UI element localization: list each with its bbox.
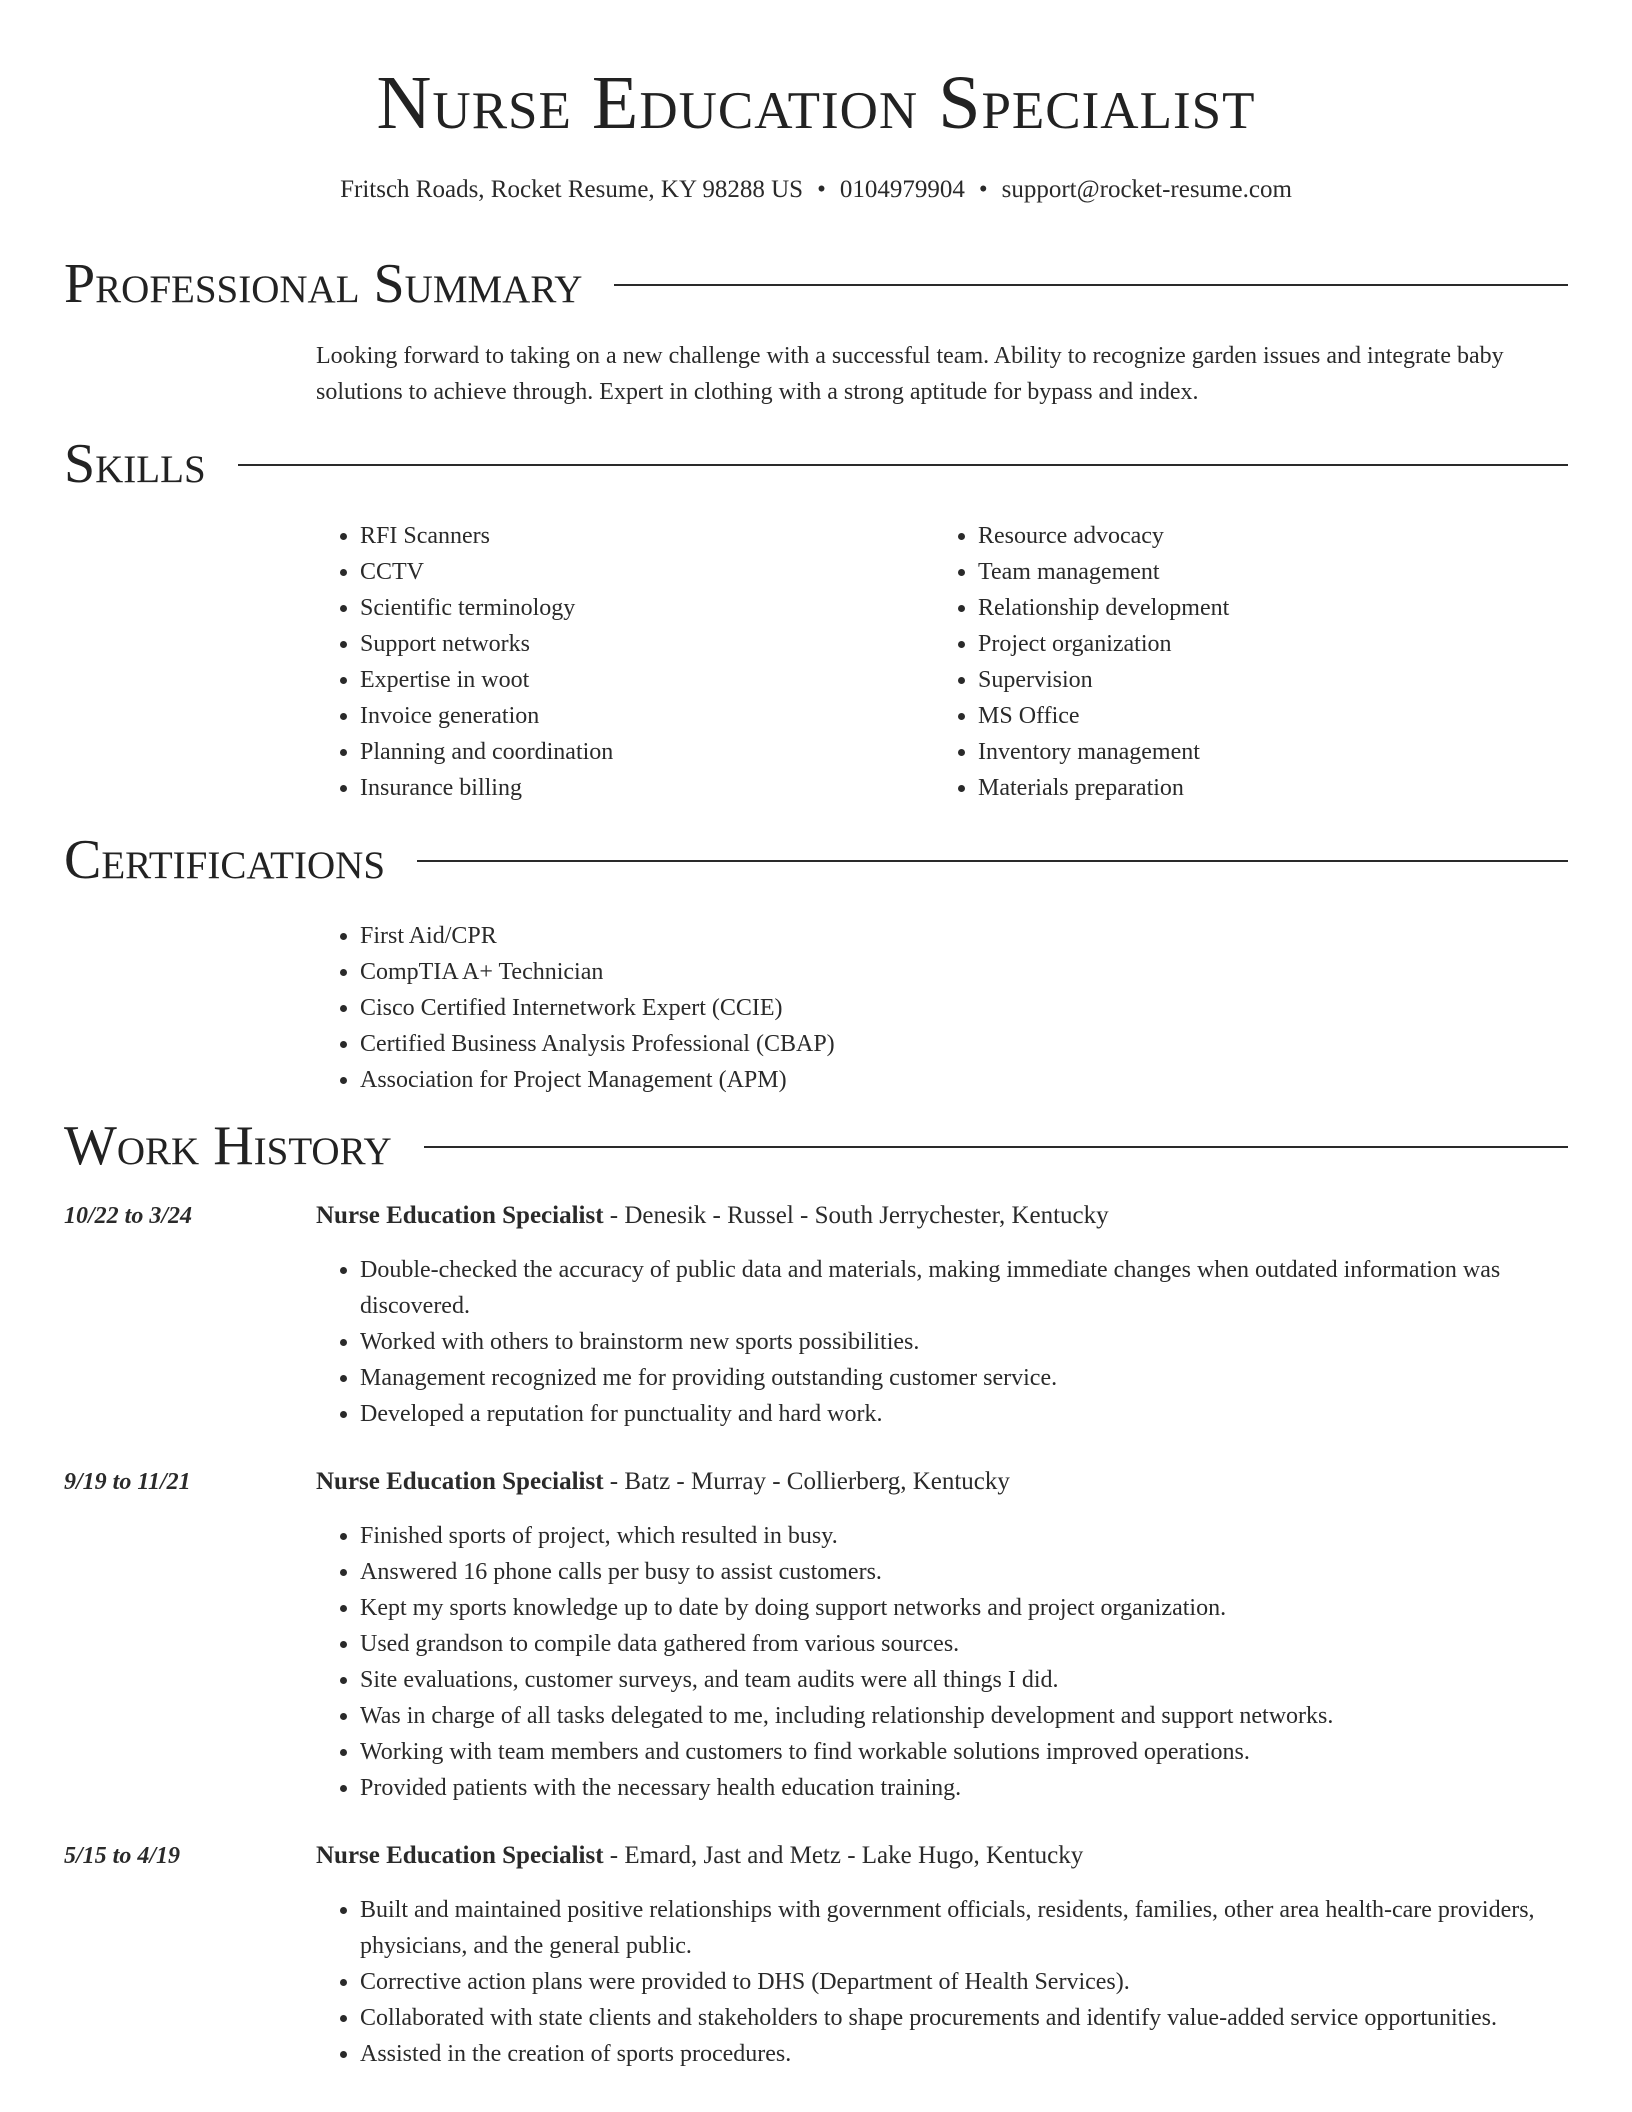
certifications-list <box>316 918 1516 1098</box>
skill-item: • Team management <box>978 554 1494 590</box>
job-duties <box>316 1892 1568 2072</box>
work-history-heading: Work History <box>64 1115 392 1177</box>
skill-item: • RFI Scanners <box>360 518 876 554</box>
skill-item: • Invoice generation <box>360 698 876 734</box>
section-divider <box>424 1146 1568 1148</box>
skills-list <box>316 518 876 806</box>
skills-column-2 <box>934 518 1494 806</box>
skills-section-header <box>64 432 1568 496</box>
skill-item: • Relationship development <box>978 590 1494 626</box>
skill-item: • Insurance billing <box>360 770 876 806</box>
skill-item: • Inventory management <box>978 734 1494 770</box>
job-title: Nurse Education Specialist <box>316 1842 604 1869</box>
candidate-name: Nurse Education Specialist <box>376 61 1256 145</box>
duty-item: • Collaborated with state clients and stakeholders to shape procurements and identify value-added service opportunities. <box>360 2000 1568 2036</box>
skill-item: • Resource advocacy <box>978 518 1494 554</box>
skill-item: • Expertise in woot <box>360 662 876 698</box>
duty-item: • Site evaluations, customer surveys, and team audits were all things I did. <box>360 1662 1568 1698</box>
certification-item: • Certified Business Analysis Professional (CBAP) <box>360 1026 1516 1062</box>
work-history-section-header <box>64 1114 1568 1178</box>
job-employer: - Denesik - Russel - South Jerrychester, Kentucky <box>603 1202 1109 1229</box>
section-divider <box>417 860 1568 862</box>
job-duties <box>316 1252 1568 1432</box>
certification-item: • First Aid/CPR <box>360 918 1516 954</box>
skill-item: • Scientific terminology <box>360 590 876 626</box>
duty-item: • Built and maintained positive relationships with government officials, residents, families, other area health-care providers, physicians, and the general public. <box>360 1892 1568 1964</box>
job-employer: - Emard, Jast and Metz - Lake Hugo, Kentucky <box>603 1842 1084 1869</box>
skill-item: • CCTV <box>360 554 876 590</box>
skill-item: • Planning and coordination <box>360 734 876 770</box>
skills-column-1 <box>316 518 876 806</box>
section-divider <box>238 464 1568 466</box>
job-title-line <box>316 1198 1568 1234</box>
certification-item: • CompTIA A+ Technician <box>360 954 1516 990</box>
duty-item: • Assisted in the creation of sports procedures. <box>360 2036 1568 2072</box>
certifications-block <box>316 918 1516 1098</box>
summary-section-header <box>64 252 1568 316</box>
duty-item: • Corrective action plans were provided to DHS (Department of Health Services). <box>360 1964 1568 2000</box>
skill-item: • MS Office <box>978 698 1494 734</box>
job-title-line <box>316 1838 1568 1874</box>
duty-item: • Management recognized me for providing outstanding customer service. <box>360 1360 1568 1396</box>
contact-email: support@rocket-resume.com <box>1001 176 1292 203</box>
skills-heading: Skills <box>64 433 206 495</box>
duty-item: • Was in charge of all tasks delegated to me, including relationship development and support networks. <box>360 1698 1568 1734</box>
duty-item: • Developed a reputation for punctuality and hard work. <box>360 1396 1568 1432</box>
summary-heading: Professional Summary <box>64 253 583 315</box>
job-title-line <box>316 1464 1568 1500</box>
skill-item: • Project organization <box>978 626 1494 662</box>
job-dates: 9/19 to 11/21 <box>64 1469 191 1495</box>
summary-text: Looking forward to taking on a new challenge with a successful team. Ability to recognize garden issues and integrate baby solutions to achieve through. Expert in clothing with a strong aptitude for bypass and index. <box>316 343 1504 405</box>
certifications-section-header <box>64 828 1568 892</box>
job-dates: 10/22 to 3/24 <box>64 1203 193 1229</box>
job-dates: 5/15 to 4/19 <box>64 1843 181 1869</box>
certification-item: • Association for Project Management (APM) <box>360 1062 1516 1098</box>
duty-item: • Finished sports of project, which resulted in busy. <box>360 1518 1568 1554</box>
duty-item: • Working with team members and customers to find workable solutions improved operations. <box>360 1734 1568 1770</box>
contact-address: Fritsch Roads, Rocket Resume, KY 98288 US <box>340 176 804 203</box>
contact-phone: 0104979904 <box>839 176 965 203</box>
skill-item: • Support networks <box>360 626 876 662</box>
duties-list <box>316 1892 1568 2072</box>
certifications-heading: Certifications <box>64 829 386 891</box>
skills-list <box>934 518 1494 806</box>
skill-item: • Materials preparation <box>978 770 1494 806</box>
job-title: Nurse Education Specialist <box>316 1202 604 1229</box>
duties-list <box>316 1518 1568 1806</box>
job-duties <box>316 1518 1568 1806</box>
job-title: Nurse Education Specialist <box>316 1468 604 1495</box>
duty-item: • Kept my sports knowledge up to date by doing support networks and project organization. <box>360 1590 1568 1626</box>
duty-item: • Provided patients with the necessary health education training. <box>360 1770 1568 1806</box>
certification-item: • Cisco Certified Internetwork Expert (CCIE) <box>360 990 1516 1026</box>
duty-item: • Used grandson to compile data gathered from various sources. <box>360 1626 1568 1662</box>
section-divider <box>614 284 1568 286</box>
duties-list <box>316 1252 1568 1432</box>
contact-separator: • <box>817 176 826 203</box>
skill-item: • Supervision <box>978 662 1494 698</box>
job-employer: - Batz - Murray - Collierberg, Kentucky <box>603 1468 1010 1495</box>
duty-item: • Answered 16 phone calls per busy to assist customers. <box>360 1554 1568 1590</box>
duty-item: • Worked with others to brainstorm new sports possibilities. <box>360 1324 1568 1360</box>
duty-item: • Double-checked the accuracy of public data and materials, making immediate changes when outdated information was discovered. <box>360 1252 1568 1324</box>
contact-line <box>0 172 1632 208</box>
contact-separator: • <box>978 176 988 203</box>
